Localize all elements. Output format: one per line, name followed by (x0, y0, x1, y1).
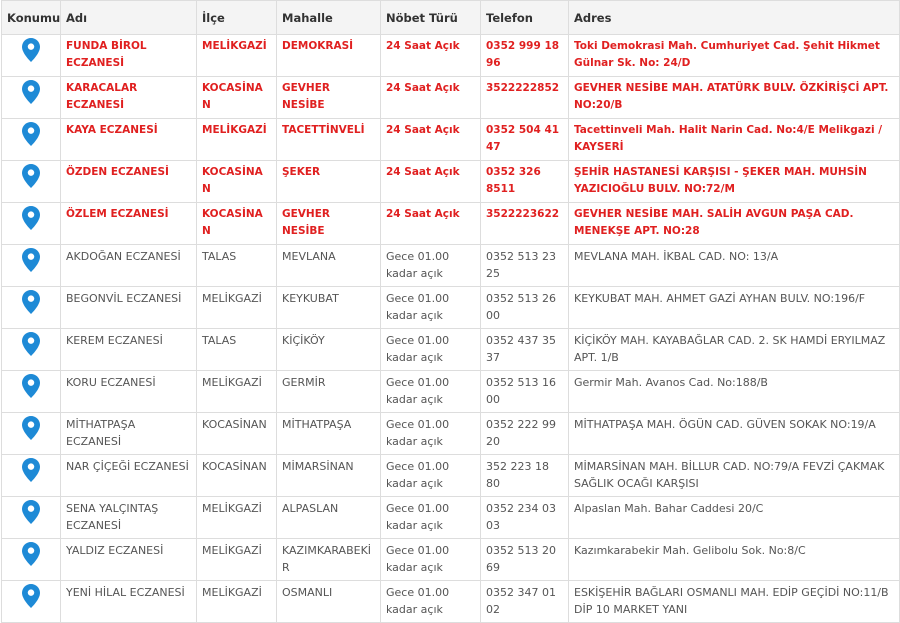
address-cell: Toki Demokrasi Mah. Cumhuriyet Cad. Şehit Hikmet Gülnar Sk. No: 24/D (569, 35, 900, 77)
phone-cell: 0352 513 26 00 (481, 287, 569, 329)
table-row (2, 413, 900, 455)
duty-type-cell: Gece 01.00 kadar açık (381, 581, 481, 623)
pharmacy-table (1, 0, 900, 623)
header-mahalle[interactable]: Mahalle (277, 1, 381, 35)
table-row (2, 245, 900, 287)
address-cell: MİTHATPAŞA MAH. ÖGÜN CAD. GÜVEN SOKAK NO:19/A (569, 413, 900, 455)
duty-type-cell: Gece 01.00 kadar açık (381, 497, 481, 539)
header-telefon[interactable]: Telefon (481, 1, 569, 35)
district-cell: KOCASİNAN (197, 77, 277, 119)
duty-type-cell: 24 Saat Açık (381, 161, 481, 203)
address-cell: GEVHER NESİBE MAH. ATATÜRK BULV. ÖZKİRİŞCİ APT. NO:20/B (569, 77, 900, 119)
neighborhood-cell: KEYKUBAT (277, 287, 381, 329)
name-cell: SENA YALÇINTAŞ ECZANESİ (61, 497, 197, 539)
district-cell: MELİKGAZİ (197, 539, 277, 581)
name-cell: NAR ÇİÇEĞİ ECZANESİ (61, 455, 197, 497)
map-marker-icon[interactable] (22, 416, 40, 440)
table-row (2, 329, 900, 371)
district-cell: TALAS (197, 245, 277, 287)
address-cell: Kazımkarabekir Mah. Gelibolu Sok. No:8/C (569, 539, 900, 581)
neighborhood-cell: GEVHER NESİBE (277, 77, 381, 119)
location-cell (2, 119, 61, 161)
location-cell (2, 245, 61, 287)
duty-type-cell: Gece 01.00 kadar açık (381, 371, 481, 413)
neighborhood-cell: ALPASLAN (277, 497, 381, 539)
district-cell: KOCASİNAN (197, 413, 277, 455)
map-marker-icon[interactable] (22, 38, 40, 62)
table-row (2, 161, 900, 203)
phone-cell: 0352 999 18 96 (481, 35, 569, 77)
location-cell (2, 413, 61, 455)
table-row (2, 371, 900, 413)
map-marker-icon[interactable] (22, 80, 40, 104)
district-cell: MELİKGAZİ (197, 35, 277, 77)
neighborhood-cell: TACETTİNVELİ (277, 119, 381, 161)
duty-type-cell: 24 Saat Açık (381, 203, 481, 245)
district-cell: MELİKGAZİ (197, 119, 277, 161)
location-cell (2, 203, 61, 245)
map-marker-icon[interactable] (22, 542, 40, 566)
district-cell: KOCASİNAN (197, 161, 277, 203)
location-cell (2, 539, 61, 581)
neighborhood-cell: OSMANLI (277, 581, 381, 623)
address-cell: MİMARSİNAN MAH. BİLLUR CAD. NO:79/A FEVZİ ÇAKMAK SAĞLIK OCAĞI KARŞISI (569, 455, 900, 497)
name-cell: YALDIZ ECZANESİ (61, 539, 197, 581)
phone-cell: 0352 347 01 02 (481, 581, 569, 623)
neighborhood-cell: GEVHER NESİBE (277, 203, 381, 245)
phone-cell: 352 223 18 80 (481, 455, 569, 497)
name-cell: KARACALAR ECZANESİ (61, 77, 197, 119)
location-cell (2, 371, 61, 413)
phone-cell: 3522223622 (481, 203, 569, 245)
table-row (2, 119, 900, 161)
neighborhood-cell: KAZIMKARABEKİR (277, 539, 381, 581)
map-marker-icon[interactable] (22, 500, 40, 524)
table-row (2, 35, 900, 77)
district-cell: MELİKGAZİ (197, 371, 277, 413)
map-marker-icon[interactable] (22, 206, 40, 230)
duty-type-cell: Gece 01.00 kadar açık (381, 287, 481, 329)
district-cell: KOCASİNAN (197, 455, 277, 497)
name-cell: KAYA ECZANESİ (61, 119, 197, 161)
duty-type-cell: Gece 01.00 kadar açık (381, 413, 481, 455)
table-row (2, 581, 900, 623)
phone-cell: 0352 326 8511 (481, 161, 569, 203)
location-cell (2, 77, 61, 119)
district-cell: MELİKGAZİ (197, 287, 277, 329)
map-marker-icon[interactable] (22, 458, 40, 482)
phone-cell: 0352 513 23 25 (481, 245, 569, 287)
table-row (2, 497, 900, 539)
table-row (2, 287, 900, 329)
name-cell: ÖZDEN ECZANESİ (61, 161, 197, 203)
district-cell: MELİKGAZİ (197, 581, 277, 623)
name-cell: ÖZLEM ECZANESİ (61, 203, 197, 245)
duty-type-cell: Gece 01.00 kadar açık (381, 329, 481, 371)
address-cell: KEYKUBAT MAH. AHMET GAZİ AYHAN BULV. NO:196/F (569, 287, 900, 329)
location-cell (2, 497, 61, 539)
location-cell (2, 287, 61, 329)
district-cell: MELİKGAZİ (197, 497, 277, 539)
duty-type-cell: Gece 01.00 kadar açık (381, 539, 481, 581)
table-row (2, 455, 900, 497)
location-cell (2, 455, 61, 497)
header-konum[interactable]: Konumu (2, 1, 61, 35)
address-cell: Tacettinveli Mah. Halit Narin Cad. No:4/E Melikgazi / KAYSERİ (569, 119, 900, 161)
name-cell: KEREM ECZANESİ (61, 329, 197, 371)
neighborhood-cell: DEMOKRASİ (277, 35, 381, 77)
neighborhood-cell: ŞEKER (277, 161, 381, 203)
map-marker-icon[interactable] (22, 290, 40, 314)
name-cell: FUNDA BİROL ECZANESİ (61, 35, 197, 77)
phone-cell: 0352 222 99 20 (481, 413, 569, 455)
phone-cell: 0352 513 16 00 (481, 371, 569, 413)
name-cell: AKDOĞAN ECZANESİ (61, 245, 197, 287)
map-marker-icon[interactable] (22, 332, 40, 356)
name-cell: MİTHATPAŞA ECZANESİ (61, 413, 197, 455)
table-row (2, 203, 900, 245)
map-marker-icon[interactable] (22, 164, 40, 188)
duty-type-cell: 24 Saat Açık (381, 77, 481, 119)
phone-cell: 0352 504 41 47 (481, 119, 569, 161)
address-cell: GEVHER NESİBE MAH. SALİH AVGUN PAŞA CAD. MENEKŞE APT. NO:28 (569, 203, 900, 245)
address-cell: KİÇİKÖY MAH. KAYABAĞLAR CAD. 2. SK HAMDİ ERYILMAZ APT. 1/B (569, 329, 900, 371)
header-nobet-turu[interactable]: Nöbet Türü (381, 1, 481, 35)
phone-cell: 0352 234 03 03 (481, 497, 569, 539)
location-cell (2, 329, 61, 371)
address-cell: Alpaslan Mah. Bahar Caddesi 20/C (569, 497, 900, 539)
phone-cell: 0352 513 20 69 (481, 539, 569, 581)
duty-type-cell: 24 Saat Açık (381, 35, 481, 77)
location-cell (2, 581, 61, 623)
neighborhood-cell: MEVLANA (277, 245, 381, 287)
district-cell: TALAS (197, 329, 277, 371)
header-adres[interactable]: Adres (569, 1, 900, 35)
neighborhood-cell: MİMARSİNAN (277, 455, 381, 497)
name-cell: YENİ HİLAL ECZANESİ (61, 581, 197, 623)
address-cell: ESKİŞEHİR BAĞLARI OSMANLI MAH. EDİP GEÇİDİ NO:11/B DİP 10 MARKET YANI (569, 581, 900, 623)
table-row (2, 539, 900, 581)
location-cell (2, 35, 61, 77)
phone-cell: 0352 437 35 37 (481, 329, 569, 371)
header-ilce[interactable]: İlçe (197, 1, 277, 35)
duty-type-cell: Gece 01.00 kadar açık (381, 245, 481, 287)
header-adi[interactable]: Adı (61, 1, 197, 35)
address-cell: Germir Mah. Avanos Cad. No:188/B (569, 371, 900, 413)
name-cell: KORU ECZANESİ (61, 371, 197, 413)
map-marker-icon[interactable] (22, 122, 40, 146)
neighborhood-cell: GERMİR (277, 371, 381, 413)
table-header-row (2, 1, 900, 35)
location-cell (2, 161, 61, 203)
phone-cell: 3522222852 (481, 77, 569, 119)
neighborhood-cell: KİÇİKÖY (277, 329, 381, 371)
district-cell: KOCASİNAN (197, 203, 277, 245)
duty-type-cell: 24 Saat Açık (381, 119, 481, 161)
name-cell: BEGONVİL ECZANESİ (61, 287, 197, 329)
address-cell: MEVLANA MAH. İKBAL CAD. NO: 13/A (569, 245, 900, 287)
duty-type-cell: Gece 01.00 kadar açık (381, 455, 481, 497)
neighborhood-cell: MİTHATPAŞA (277, 413, 381, 455)
map-marker-icon[interactable] (22, 248, 40, 272)
table-row (2, 77, 900, 119)
map-marker-icon[interactable] (22, 584, 40, 608)
map-marker-icon[interactable] (22, 374, 40, 398)
address-cell: ŞEHİR HASTANESİ KARŞISI - ŞEKER MAH. MUHSİN YAZICIOĞLU BULV. NO:72/M (569, 161, 900, 203)
